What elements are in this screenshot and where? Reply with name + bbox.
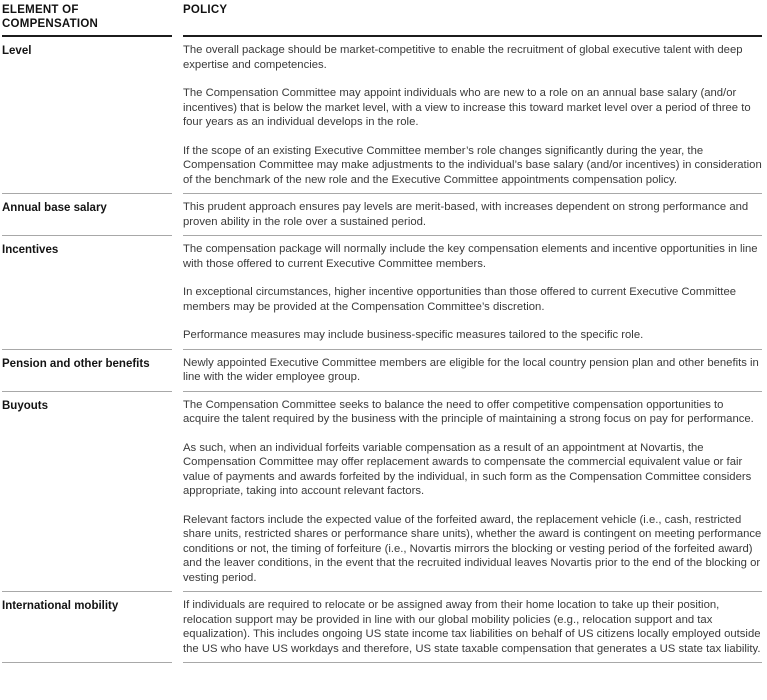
table-header-row bbox=[2, 0, 762, 37]
policy-paragraph: If the scope of an existing Executive Committee member’s role changes significantly during the year, the Compensation Committee may make adjustments to the individual’s base salary (and/or incentives) in consideration of the benchmark of the new role and the Executive Committee appointments compensation policy. bbox=[183, 144, 762, 186]
element-label: Pension and other benefits bbox=[2, 350, 172, 392]
table-row bbox=[2, 592, 762, 663]
policy-text bbox=[183, 194, 762, 236]
policy-text bbox=[183, 592, 762, 663]
column-header-element-of-compensation: ELEMENT OF COMPENSATION bbox=[2, 0, 172, 37]
policy-paragraph: If individuals are required to relocate or be assigned away from their home location to take up their position, relocation support may be provided in line with our global mobility policies (e.g., relocation support and tax equalization). This includes ongoing US state income tax liabilities on behalf of US citizens locally employed outside the US who have US workdays and therefore, US state taxable compensation that generates a US state tax liability. bbox=[183, 599, 761, 655]
policy-text bbox=[183, 392, 762, 593]
policy-paragraph: The Compensation Committee seeks to balance the need to offer competitive compensation opportunities to acquire the talent required by the business with the principle of maintaining a strong focus on pay for performance. bbox=[183, 398, 754, 425]
column-header-policy: POLICY bbox=[183, 0, 762, 37]
policy-paragraph: Relevant factors include the expected value of the forfeited award, the replacement vehicle (i.e., cash, restricted share units, restricted shares or performance share units), whether the award is contingent on meeting performance conditions or not, the timing of forfeiture (i.e., Novartis mirrors the blocking or vesting period of the forfeited award) and the leaver conditions, in the event that the recruited individual leaves Novartis prior to the end of the blocking or vesting period. bbox=[183, 513, 762, 584]
policy-paragraph: The overall package should be market-competitive to enable the recruitment of global executive talent with deep expertise and competencies. bbox=[183, 44, 743, 71]
element-label: Level bbox=[2, 37, 172, 194]
policy-text bbox=[183, 236, 762, 350]
policy-paragraph: As such, when an individual forfeits variable compensation as a result of an appointment at Novartis, the Compensation Committee may offer replacement awards to compensate the commercial equivalent value or fair value of payments and awards forfeited by the individual, in such form as the Compensation Committee considers appropriate, taking into account relevant factors. bbox=[183, 441, 752, 497]
policy-paragraph: The Compensation Committee may appoint individuals who are new to a role on an annual base salary (and/or incentives) that is below the market level, with a view to increase this toward market level over a period of three to four years as an individual develops in the role. bbox=[183, 87, 751, 128]
table-row bbox=[2, 236, 762, 350]
policy-paragraph: In exceptional circumstances, higher incentive opportunities than those offered to current Executive Committee members may be provided at the Compensation Committee’s discretion. bbox=[183, 286, 737, 313]
table-row bbox=[2, 194, 762, 236]
table-row bbox=[2, 350, 762, 392]
policy-paragraph: Performance measures may include business-specific measures tailored to the specific role. bbox=[183, 329, 644, 341]
element-label: International mobility bbox=[2, 592, 172, 663]
policy-paragraph: This prudent approach ensures pay levels are merit-based, with increases dependent on strong performance and proven ability in the role over a sustained period. bbox=[183, 201, 749, 228]
policy-paragraph: The compensation package will normally include the key compensation elements and incentive opportunities in line with those offered to current Executive Committee members. bbox=[183, 243, 758, 270]
policy-paragraph: Newly appointed Executive Committee members are eligible for the local country pension plan and other benefits in line with the wider employee group. bbox=[183, 356, 759, 383]
table-body bbox=[2, 37, 762, 663]
policy-text bbox=[183, 37, 762, 194]
table-row bbox=[2, 392, 762, 593]
element-label: Buyouts bbox=[2, 392, 172, 593]
element-label: Annual base salary bbox=[2, 194, 172, 236]
table-row bbox=[2, 37, 762, 194]
element-label: Incentives bbox=[2, 236, 172, 350]
policy-text bbox=[183, 350, 762, 392]
